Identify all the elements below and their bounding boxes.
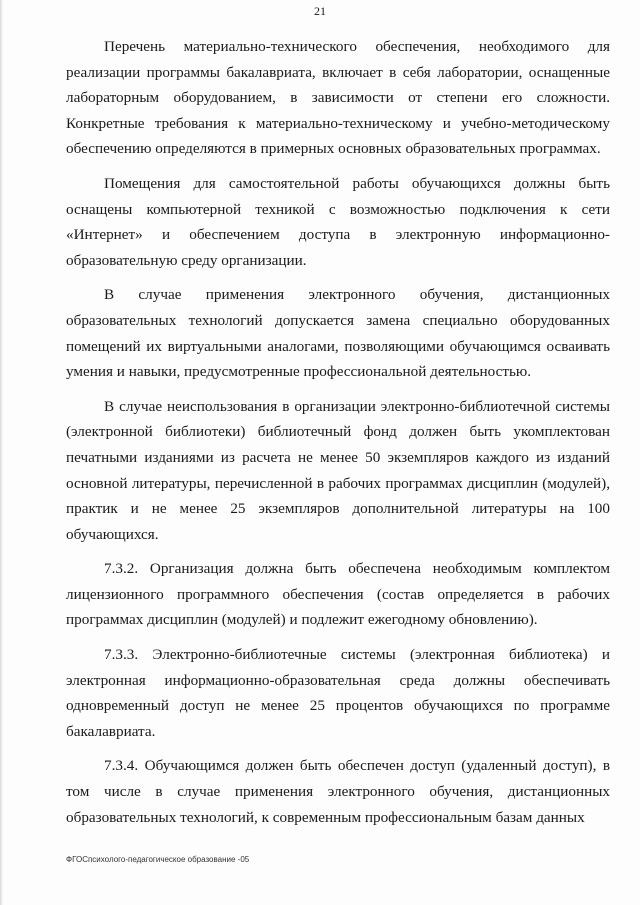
paragraph-material-technical: Перечень материально-технического обеспечения, необходимого для реализации программы бакалавриата, включает в себя лаборатории, оснащенные лабораторным оборудованием, в зависимости от степени его сложности. Конкретные требования к материально-техническому и учебно-методическому обеспечению определяются в примерных основных образовательных программах. <box>66 38 610 158</box>
paragraph-self-study-rooms: Помещения для самостоятельной работы обучающихся должны быть оснащены компьютерной техникой с возможностью подключения к сети «Интернет» и обеспечением доступа в электронную информационно-образовательную среду организации. <box>66 174 610 269</box>
paragraph-7-3-2: 7.3.2. Организация должна быть обеспечена необходимым комплектом лицензионного программного обеспечения (состав определяется в рабочих программах дисциплин (модулей) и подлежит ежегодному обновлению). <box>66 560 610 629</box>
page-number: 21 <box>314 4 326 18</box>
paragraph-7-3-4: 7.3.4. Обучающимся должен быть обеспечен доступ (удаленный доступ), в том числе в случае применения электронного обучения, дистанционных образовательных технологий, к современным профессиональным базам данных <box>66 757 610 826</box>
paragraph-e-learning: В случае применения электронного обучения, дистанционных образовательных технологий допускается замена специально оборудованных помещений их виртуальными аналогами, позволяющими обучающимся осваивать умения и навыки, предусмотренные профессиональной деятельностью. <box>66 286 610 381</box>
page-footer: ФГОСпсихолого-педагогическое образование -05 <box>66 855 250 864</box>
paragraph-7-3-3: 7.3.3. Электронно-библиотечные системы (электронная библиотека) и электронная информационно-образовательная среда должны обеспечивать одновременный доступ не менее 25 процентов обучающихся по программе бакалавриата. <box>66 646 610 740</box>
scan-edge-shadow <box>0 0 3 905</box>
paragraph-library-fund: В случае неиспользования в организации электронно-библиотечной системы (электронной библиотеки) библиотечный фонд должен быть укомплектован печатными изданиями из расчета не менее 50 экземпляров каждого из изданий основной литературы, перечисленной в рабочих программах дисциплин (модулей), практик и не менее 25 экземпляров дополнительной литературы на 100 обучающихся. <box>66 397 610 543</box>
document-body <box>66 34 610 839</box>
